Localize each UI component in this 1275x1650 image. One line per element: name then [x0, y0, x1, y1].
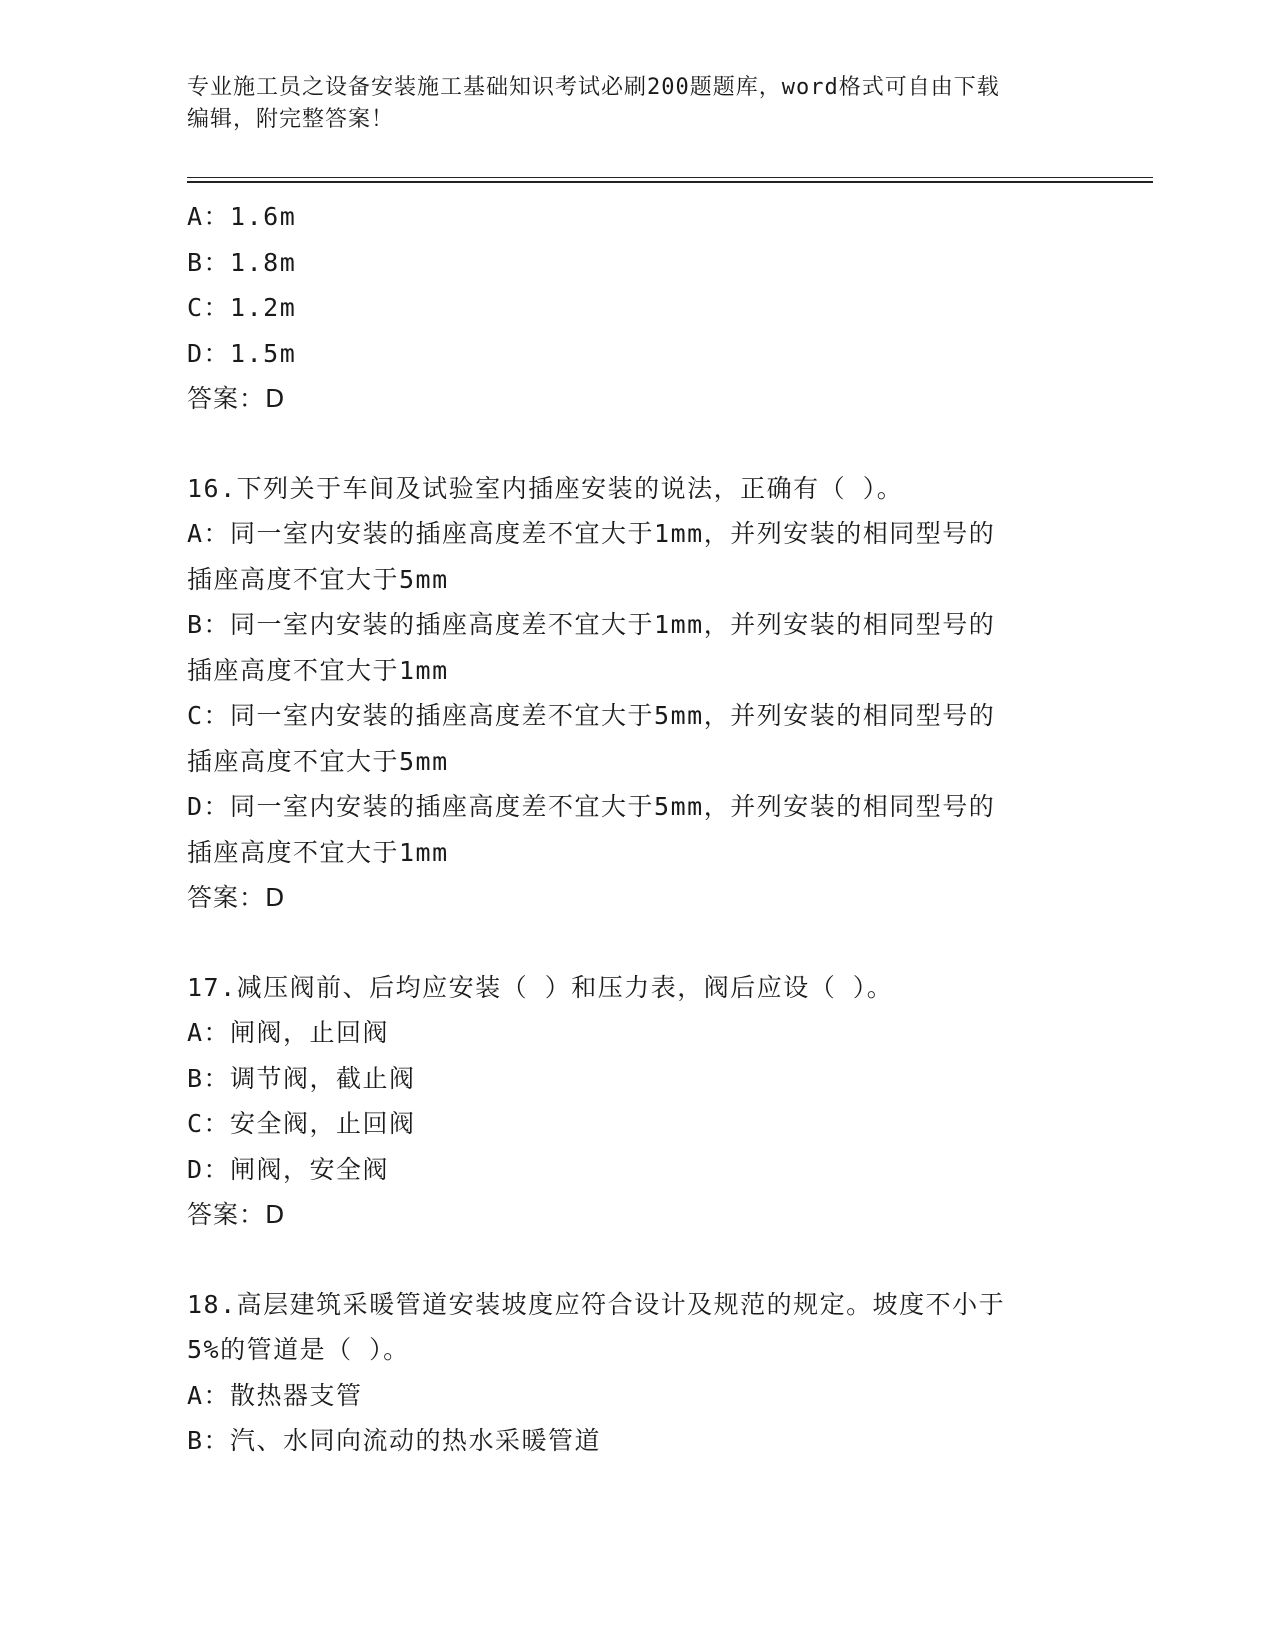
option-a-line-1: A：同一室内安装的插座高度差不宜大于1mm，并列安装的相同型号的: [187, 519, 996, 548]
spacer: [187, 921, 1067, 965]
option-b: B：调节阀，截止阀: [187, 1063, 416, 1093]
answer: 答案：D: [187, 384, 286, 413]
answer: 答案：D: [187, 1200, 286, 1229]
spacer: [187, 1238, 1067, 1282]
question-list: [187, 194, 1067, 1464]
header-line-1: 专业施工员之设备安装施工基础知识考试必刷200题题库，word格式可自由下载: [187, 75, 1000, 100]
option-d: D：闸阀，安全阀: [187, 1154, 390, 1184]
question-18: [187, 1282, 1067, 1464]
option-a: A：1.6m: [187, 202, 297, 231]
option-a: A：散热器支管: [187, 1380, 363, 1410]
document-header: [187, 72, 1067, 136]
option-d-line-2: 插座高度不宜大于1mm: [187, 837, 449, 867]
answer: 答案：D: [187, 883, 286, 912]
header-line-2: 编辑，附完整答案！: [187, 107, 395, 132]
option-b-line-1: B：同一室内安装的插座高度差不宜大于1mm，并列安装的相同型号的: [187, 610, 996, 639]
question-text-line-2: 5%的管道是（ ）。: [187, 1335, 410, 1364]
question-15: [187, 194, 1067, 422]
question-text: 17.减压阀前、后均应安装（ ）和压力表，阀后应设（ ）。: [187, 972, 894, 1002]
question-16: [187, 466, 1067, 921]
option-a-line-2: 插座高度不宜大于5mm: [187, 564, 449, 594]
question-text: 16.下列关于车间及试验室内插座安装的说法，正确有（ ）。: [187, 473, 904, 503]
question-text-line-1: 18.高层建筑采暖管道安装坡度应符合设计及规范的规定。坡度不小于: [187, 1289, 1006, 1319]
header-divider-thick: [187, 181, 1153, 183]
option-c: C：1.2m: [187, 293, 297, 322]
option-b: B：汽、水同向流动的热水采暖管道: [187, 1426, 602, 1455]
option-c-line-2: 插座高度不宜大于5mm: [187, 746, 449, 776]
option-c: C：安全阀，止回阀: [187, 1109, 416, 1138]
option-d-line-1: D：同一室内安装的插座高度差不宜大于5mm，并列安装的相同型号的: [187, 792, 996, 821]
option-d: D：1.5m: [187, 338, 297, 368]
option-c-line-1: C：同一室内安装的插座高度差不宜大于5mm，并列安装的相同型号的: [187, 701, 996, 730]
question-17: [187, 965, 1067, 1238]
header-divider-thin: [187, 177, 1153, 178]
option-b: B：1.8m: [187, 247, 297, 277]
option-a: A：闸阀，止回阀: [187, 1018, 390, 1047]
spacer: [187, 422, 1067, 466]
option-b-line-2: 插座高度不宜大于1mm: [187, 655, 449, 685]
